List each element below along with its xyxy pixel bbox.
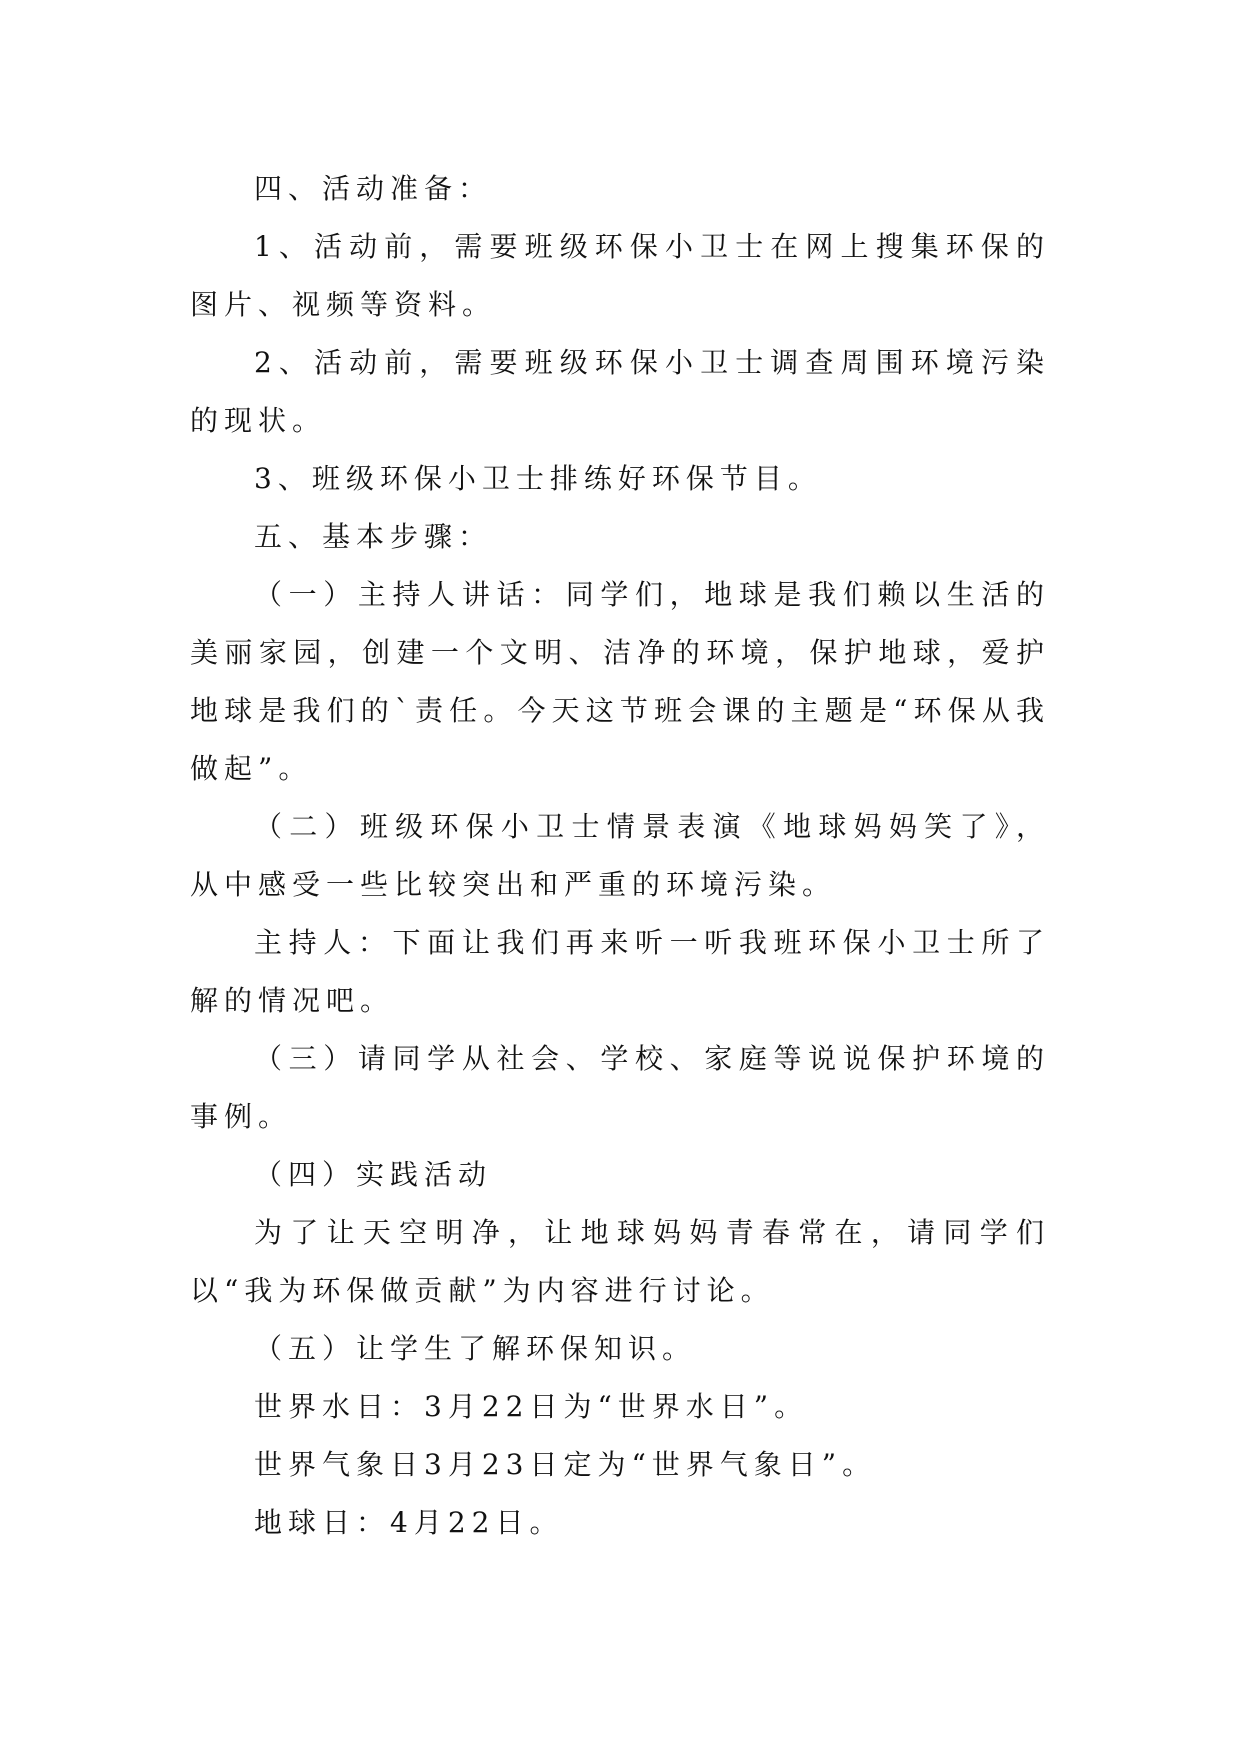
paragraph-prep-item-2: 2、活动前，需要班级环保小卫士调查周围环境污染的现状。 bbox=[190, 346, 1050, 437]
section-heading-preparation: 四、活动准备： bbox=[254, 172, 493, 205]
paragraph-step-3: （三）请同学从社会、学校、家庭等说说保护环境的事例。 bbox=[190, 1042, 1050, 1133]
section-heading-steps: 五、基本步骤： bbox=[254, 520, 493, 553]
paragraph-world-meteorological-day: 世界气象日3月23日定为“世界气象日”。 bbox=[254, 1448, 877, 1481]
paragraph-prep-item-1: 1、活动前，需要班级环保小卫士在网上搜集环保的图片、视频等资料。 bbox=[190, 230, 1050, 321]
paragraph-step-5: （五）让学生了解环保知识。 bbox=[254, 1332, 697, 1365]
paragraph-prep-item-3: 3、班级环保小卫士排练好环保节目。 bbox=[254, 462, 822, 495]
paragraph-step-1: （一）主持人讲话：同学们，地球是我们赖以生活的美丽家园，创建一个文明、洁净的环境，保护地球，爱护地球是我们的`责任。今天这节班会课的主题是“环保从我做起”。 bbox=[190, 578, 1050, 785]
paragraph-host-remark: 主持人：下面让我们再来听一听我班环保小卫士所了解的情况吧。 bbox=[190, 926, 1050, 1017]
paragraph-world-water-day: 世界水日：3月22日为“世界水日”。 bbox=[254, 1390, 809, 1423]
paragraph-step-2: （二）班级环保小卫士情景表演《地球妈妈笑了》，从中感受一些比较突出和严重的环境污染。 bbox=[190, 810, 1050, 901]
paragraph-step-4-body: 为了让天空明净，让地球妈妈青春常在，请同学们以“我为环保做贡献”为内容进行讨论。 bbox=[190, 1216, 1050, 1307]
paragraph-step-4-title: （四）实践活动 bbox=[254, 1158, 493, 1191]
document-body bbox=[190, 160, 1050, 1552]
paragraph-earth-day: 地球日：4月22日。 bbox=[254, 1506, 564, 1539]
